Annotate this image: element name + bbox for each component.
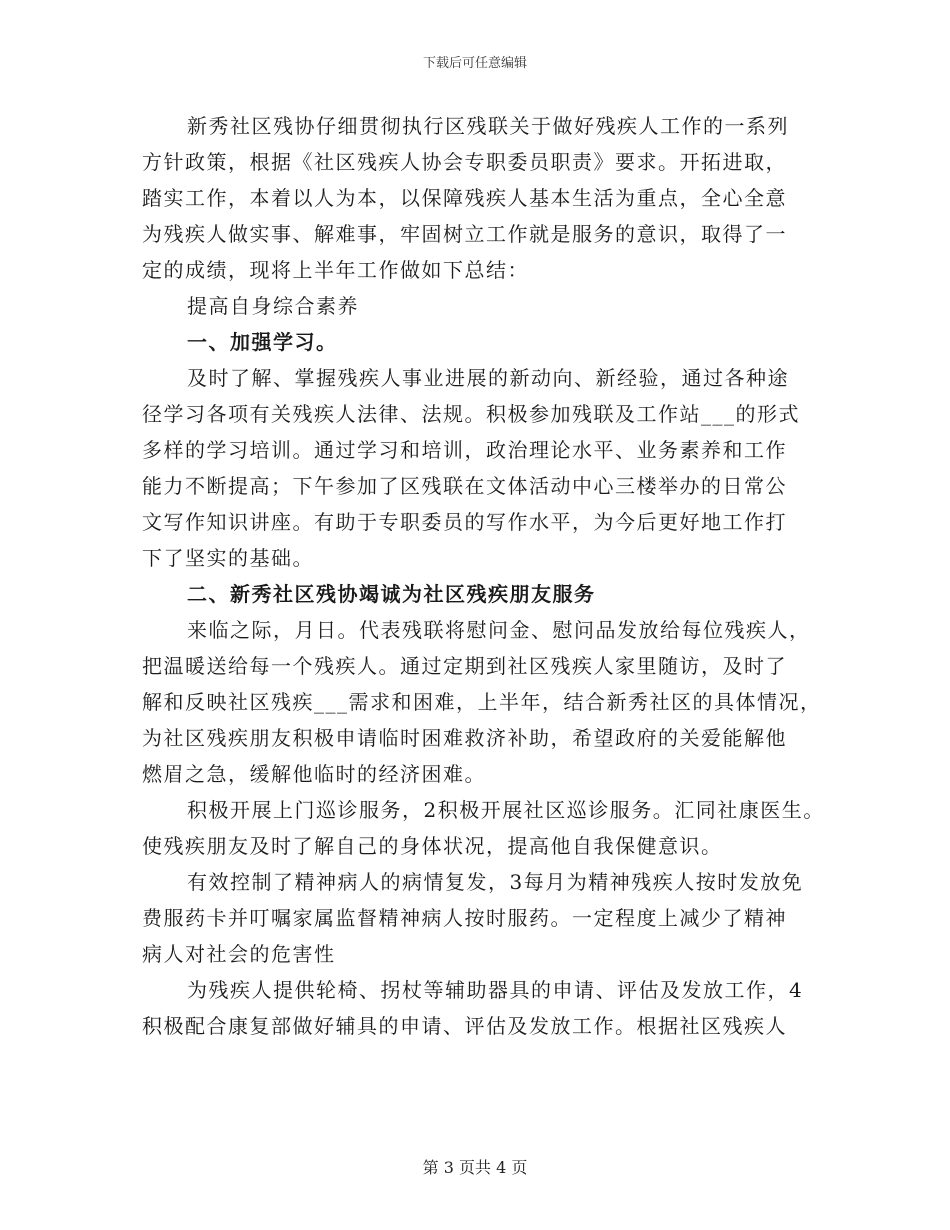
text-line: 有效控制了精神病人的病情复发，3每月为精神残疾人按时发放免 xyxy=(187,870,804,894)
text-line: 燃眉之急，缓解他临时的经济困难。 xyxy=(142,762,486,786)
text-line: 方针政策，根据《社区残疾人协会专职委员职责》要求。开拓进取， xyxy=(142,150,787,174)
text-line: 为社区残疾朋友积极申请临时困难救济补助，希望政府的关爱能解他 xyxy=(142,726,787,750)
text-line: 及时了解、掌握残疾人事业进展的新动向、新经验，通过各种途 xyxy=(187,366,789,390)
text-line: 积极配合康复部做好辅具的申请、评估及发放工作。根据社区残疾人 xyxy=(142,1014,787,1038)
text-line: 为残疾人提供轮椅、拐杖等辅助器具的申请、评估及发放工作，4 xyxy=(187,978,804,1002)
text-line: 积极开展上门巡诊服务，2积极开展社区巡诊服务。汇同社康医生。 xyxy=(187,798,825,822)
text-line: 提高自身综合素养 xyxy=(187,294,359,318)
text-line: 径学习各项有关残疾人法律、法规。积极参加残联及工作站___的形式 xyxy=(142,402,800,426)
document-body xyxy=(142,108,825,1044)
text-line: 病人对社会的危害性 xyxy=(142,942,336,966)
page-header: 下载后可任意编辑 xyxy=(422,56,527,71)
text-line: 为残疾人做实事、解难事，牢固树立工作就是服务的意识，取得了一 xyxy=(142,222,787,246)
page-footer: 第 3 页共 4 页 xyxy=(422,1158,528,1177)
text-line: 新秀社区残协仔细贯彻执行区残联关于做好残疾人工作的一系列 xyxy=(187,114,789,138)
text-line: 把温暖送给每一个残疾人。通过定期到社区残疾人家里随访，及时了 xyxy=(142,654,787,678)
section-heading: 二、新秀社区残协竭诚为社区残疾朋友服务 xyxy=(187,582,596,606)
text-line: 解和反映社区残疾___需求和困难，上半年，结合新秀社区的具体情况， xyxy=(142,690,822,714)
section-heading: 一、加强学习。 xyxy=(187,330,338,354)
text-line: 来临之际，月日。代表残联将慰问金、慰问品发放给每位残疾人， xyxy=(187,618,811,642)
text-line: 多样的学习培训。通过学习和培训，政治理论水平、业务素养和工作 xyxy=(142,438,787,462)
text-line: 下了坚实的基础。 xyxy=(142,546,314,570)
text-line: 踏实工作，本着以人为本，以保障残疾人基本生活为重点，全心全意 xyxy=(142,186,787,210)
text-line: 费服药卡并叮嘱家属监督精神病人按时服药。一定程度上减少了精神 xyxy=(142,906,787,930)
text-line: 能力不断提高；下午参加了区残联在文体活动中心三楼举办的日常公 xyxy=(142,474,787,498)
text-line: 文写作知识讲座。有助于专职委员的写作水平，为今后更好地工作打 xyxy=(142,510,787,534)
text-line: 定的成绩，现将上半年工作做如下总结： xyxy=(142,258,529,282)
text-line: 使残疾朋友及时了解自己的身体状况，提高他自我保健意识。 xyxy=(142,834,723,858)
